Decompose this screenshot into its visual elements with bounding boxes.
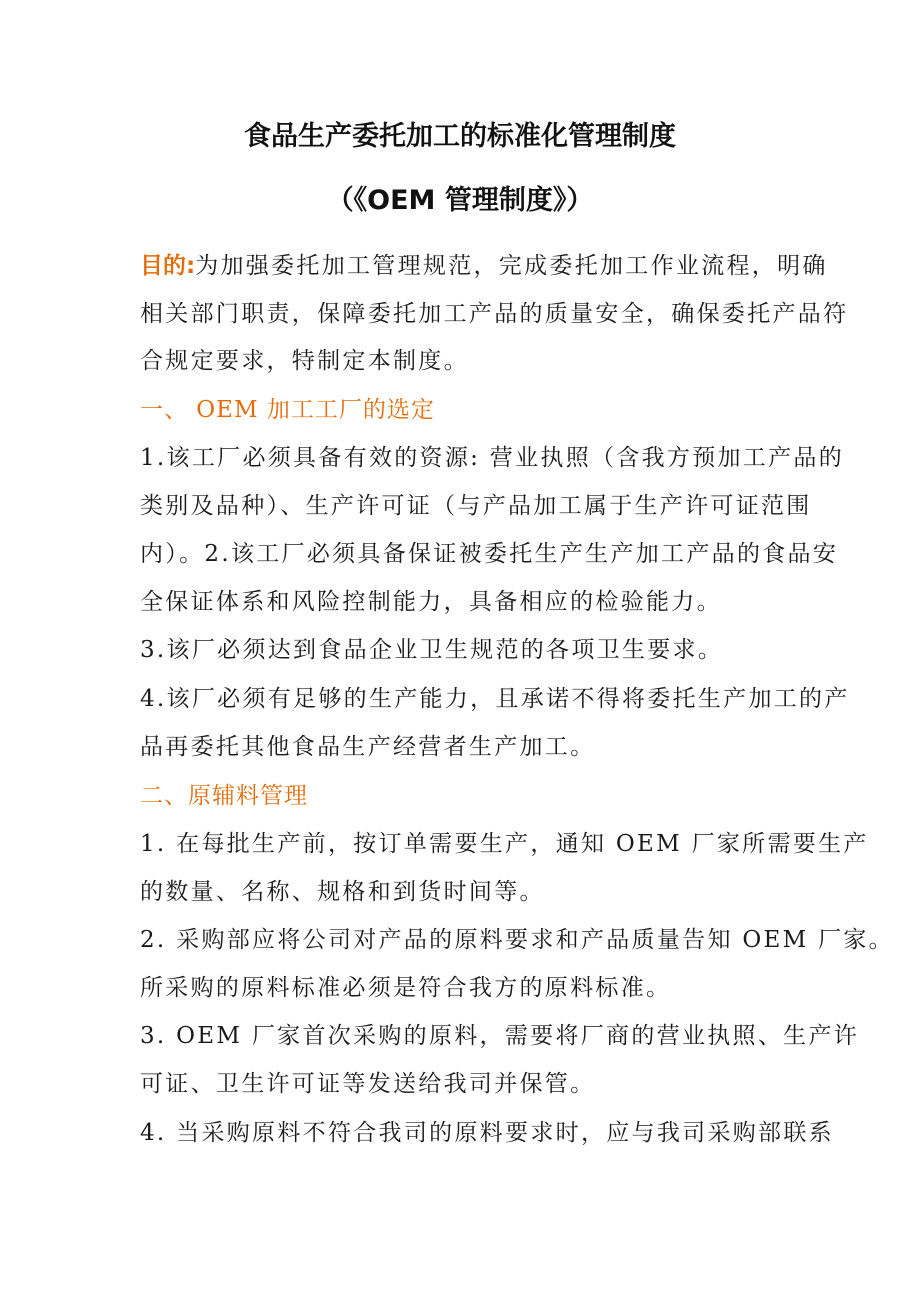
section-1-line: 1.该工厂必须具备有效的资源: 营业执照（含我方预加工产品的 [140,445,845,471]
section-1-line: 3.该厂必须达到食品企业卫生规范的各项卫生要求。 [140,637,724,663]
section-2-line: 3. OEM 厂家首次采购的原料，需要将厂商的营业执照、生产许 [140,1023,860,1049]
section-2-line: 可证、卫生许可证等发送给我司并保管。 [140,1071,596,1097]
section-2-line: 4. 当采购原料不符合我司的原料要求时，应与我司采购部联系 [140,1120,834,1146]
document-subtitle: （《OEM 管理制度》） [326,185,594,216]
section-2-heading: 二、原辅料管理 [140,783,308,809]
purpose-line: 相关部门职责，保障委托加工产品的质量安全，确保委托产品符 [140,301,849,327]
purpose-label: 目的: [140,253,196,279]
section-1-line: 4.该厂必须有足够的生产能力，且承诺不得将委托生产加工的产 [140,686,850,712]
section-2-line: 1. 在每批生产前，按订单需要生产，通知 OEM 厂家所需要生产 [140,831,869,857]
section-1-line: 内）。2.该工厂必须具备保证被委托生产生产加工产品的食品安 [140,541,839,567]
section-2-line: 的数量、名称、规格和到货时间等。 [140,879,545,905]
purpose-text: 为加强委托加工管理规范，完成委托加工作业流程，明确 [195,253,828,279]
purpose-line [140,250,828,282]
purpose-line: 合规定要求，特制定本制度。 [140,348,469,374]
section-1-line: 全保证体系和风险控制能力，具备相应的检验能力。 [140,589,722,615]
section-2-line: 所采购的原料标准必须是符合我方的原料标准。 [140,975,672,1001]
document-title: 食品生产委托加工的标准化管理制度 [244,121,676,152]
section-2-line: 2. 采购部应将公司对产品的原料要求和产品质量告知 OEM 厂家。 [140,927,894,953]
section-1-heading: 一、 OEM 加工工厂的选定 [140,397,435,423]
section-1-line: 品再委托其他食品生产经营者生产加工。 [140,734,596,760]
section-1-line: 类别及品种）、生产许可证（与产品加工属于生产许可证范围 [140,493,812,519]
